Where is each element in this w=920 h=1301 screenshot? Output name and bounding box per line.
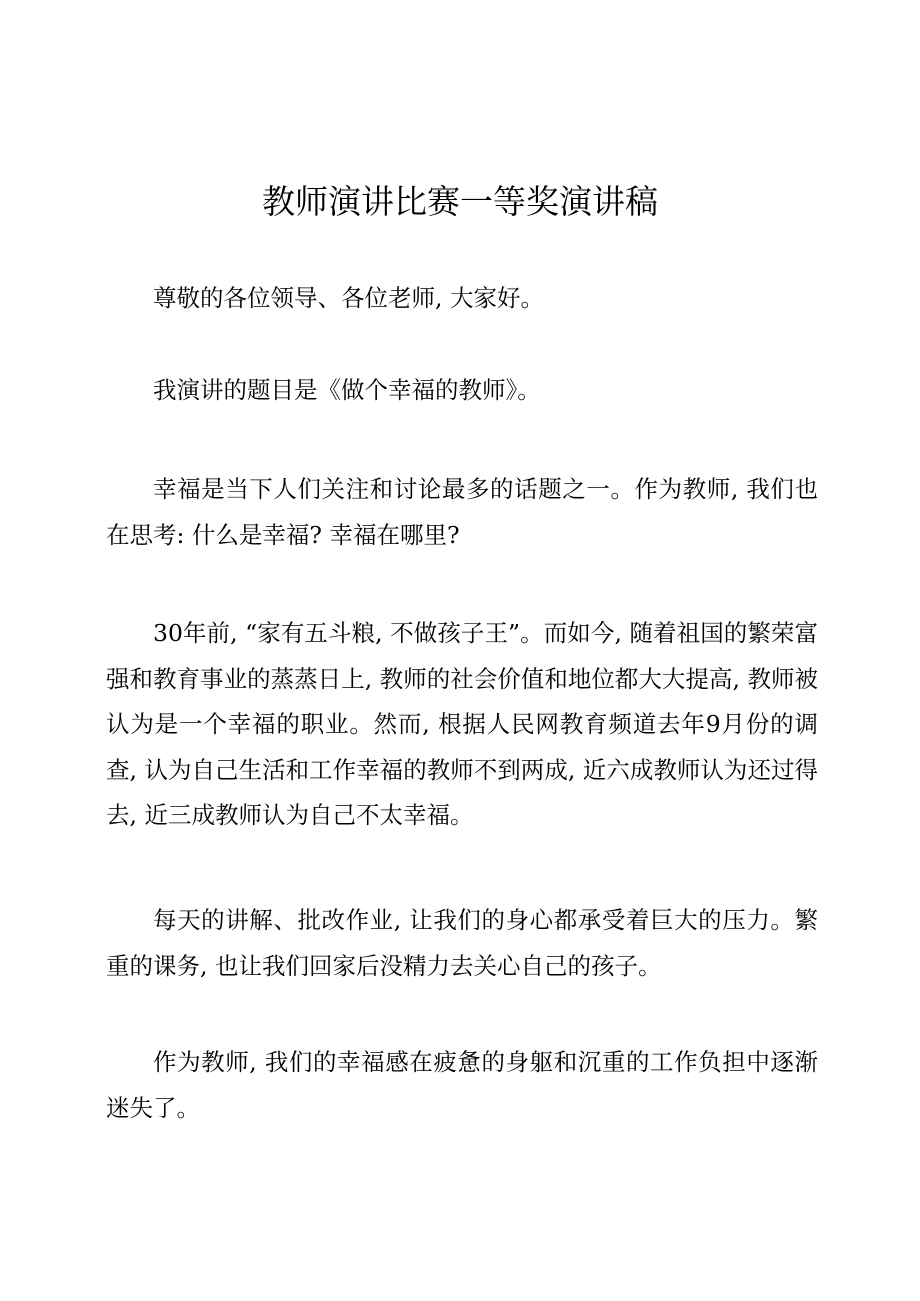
paragraph-happiness-question: 幸福是当下人们关注和讨论最多的话题之一。作为教师, 我们也在思考: 什么是幸福? 幸福在哪里? xyxy=(106,475,818,549)
document-title: 教师演讲比赛一等奖演讲稿 xyxy=(262,182,658,221)
paragraph-workload: 每天的讲解、批改作业, 让我们的身心都承受着巨大的压力。繁重的课务, 也让我们回家后没精力去关心自己的孩子。 xyxy=(106,906,818,980)
paragraph-survey: 30年前, “家有五斗粮, 不做孩子王”。而如今, 随着祖国的繁荣富强和教育事业的蒸蒸日上, 教师的社会价值和地位都大大提高, 教师被认为是一个幸福的职业。然而, 根据人民网教育频道去年9月份的调查, 认为自己生活和工作幸福的教师不到两成, 近六成教师认为还过得去, 近三成教师认为自己不太幸福。 xyxy=(106,619,818,829)
paragraph-greeting: 尊敬的各位领导、各位老师, 大家好。 xyxy=(153,284,544,312)
paragraph-topic: 我演讲的题目是《做个幸福的教师》。 xyxy=(153,376,541,404)
paragraph-lost-happiness: 作为教师, 我们的幸福感在疲惫的身躯和沉重的工作负担中逐渐迷失了。 xyxy=(106,1048,818,1122)
